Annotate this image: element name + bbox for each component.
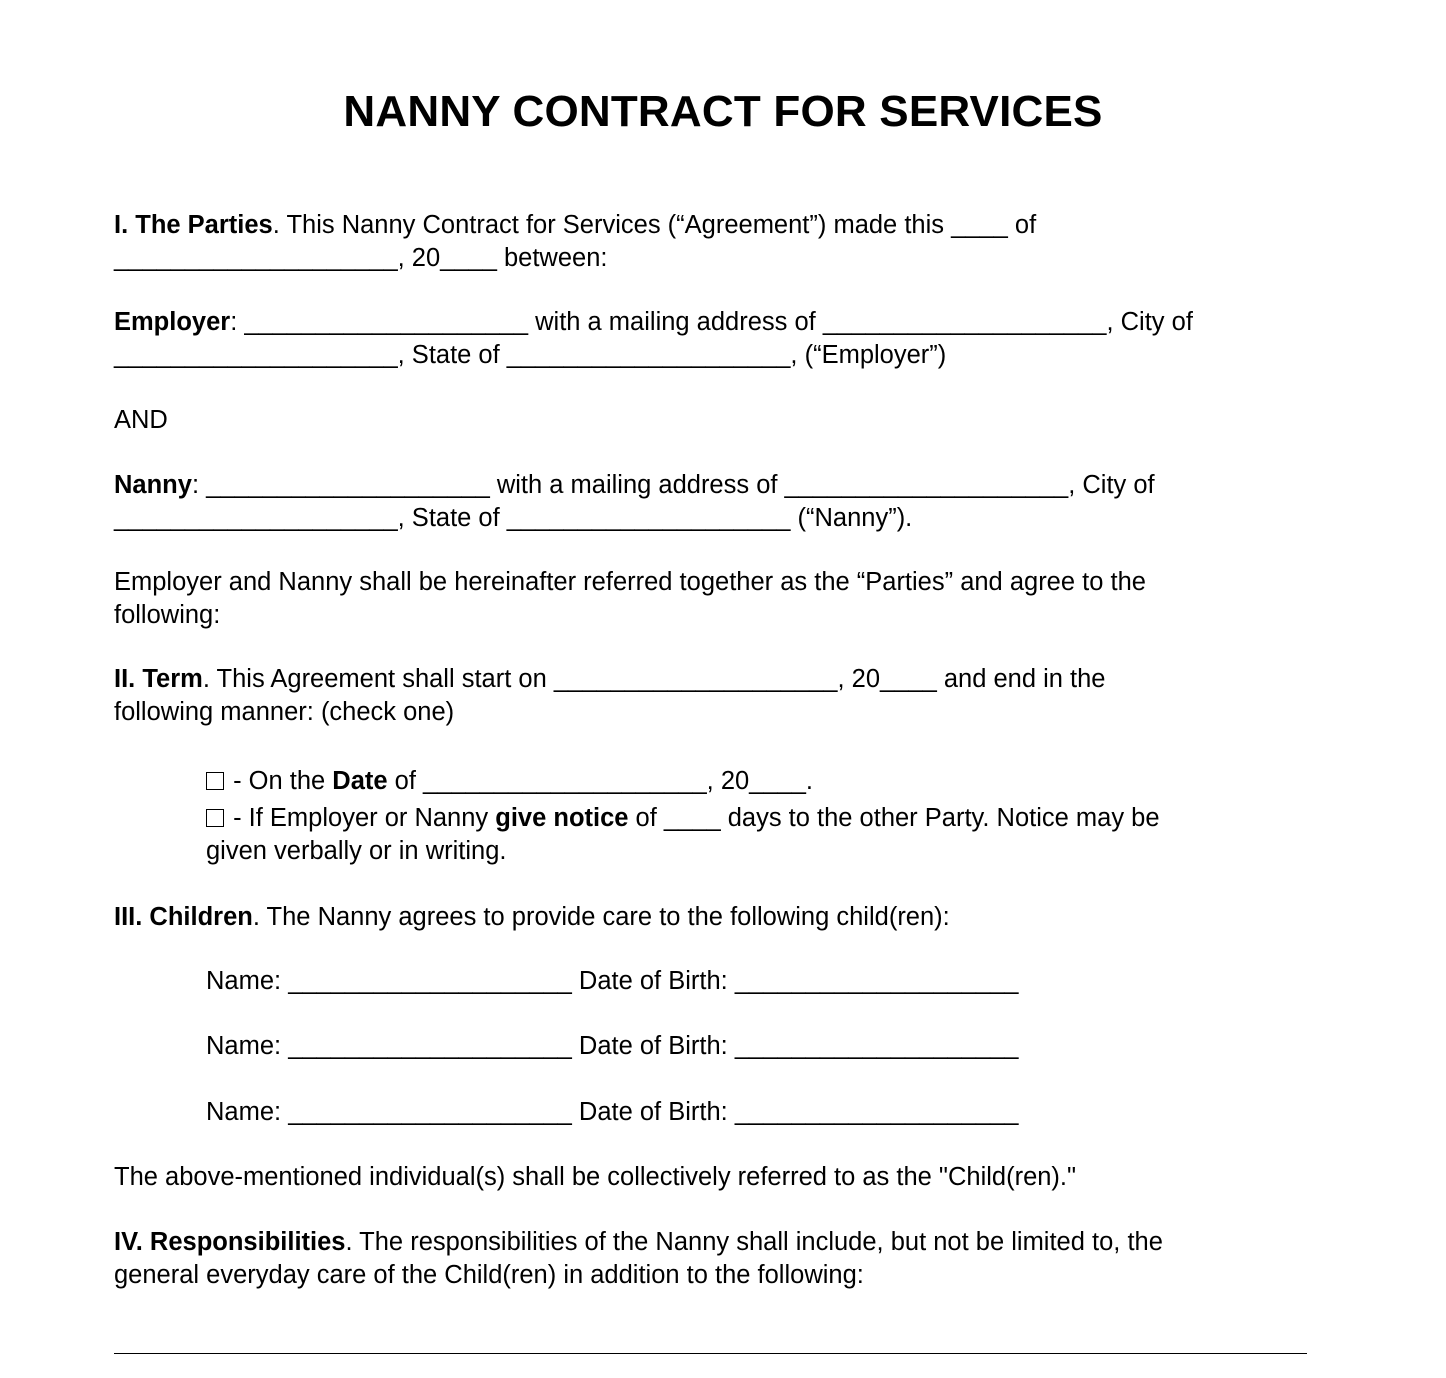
section-responsibilities <box>114 1226 1334 1292</box>
employer-label: Employer <box>114 308 231 336</box>
responsibilities-line-2: general everyday care of the Child(ren) in addition to the following: <box>114 1261 864 1289</box>
children-intro-line <box>114 901 1334 934</box>
child-row: Name: ____________________ Date of Birth: ____________________ <box>206 967 1019 995</box>
employer-details-text: : ____________________ with a mailing address of ____________________, City of <box>230 308 1193 336</box>
children-heading: III. Children <box>114 903 253 931</box>
parties-summary-line-2: following: <box>114 601 221 629</box>
responsibilities-blank-line <box>114 1353 1307 1354</box>
child-row: Name: ____________________ Date of Birth: ____________________ <box>206 1032 1019 1060</box>
term-option-date-suffix: of ____________________, 20____. <box>387 767 813 795</box>
term-option-date <box>206 765 1346 798</box>
term-option-date-line <box>206 765 1346 798</box>
nanny-line-2: ____________________, State of ____________________ (“Nanny”). <box>114 504 913 532</box>
term-option-date-bold: Date <box>332 767 388 795</box>
term-option-notice-suffix: of ____ days to the other Party. Notice may be <box>628 804 1160 832</box>
section-nanny <box>114 469 1334 535</box>
term-date-checkbox[interactable] <box>206 772 224 790</box>
term-option-notice-line-2: given verbally or in writing. <box>206 837 507 865</box>
employer-line-2: ____________________, State of ____________________, (“Employer”) <box>114 341 947 369</box>
child-row: Name: ____________________ Date of Birth: ____________________ <box>206 1098 1019 1126</box>
parties-intro-text: . This Nanny Contract for Services (“Agreement”) made this ____ of <box>272 211 1037 239</box>
term-option-notice <box>206 802 1346 868</box>
section-parties <box>114 209 1334 275</box>
children-intro-text: . The Nanny agrees to provide care to the following child(ren): <box>252 903 950 931</box>
term-line-2: following manner: (check one) <box>114 698 455 726</box>
term-option-notice-line-1 <box>206 802 1346 835</box>
section-children <box>114 901 1334 934</box>
term-line-1 <box>114 663 1334 696</box>
section-employer <box>114 306 1334 372</box>
responsibilities-line-1 <box>114 1226 1334 1259</box>
employer-line-1 <box>114 306 1334 339</box>
section-term <box>114 663 1334 729</box>
document-title: NANNY CONTRACT FOR SERVICES <box>343 87 1103 136</box>
parties-line-2: ____________________, 20____ between: <box>114 244 608 272</box>
nanny-label: Nanny <box>114 471 192 499</box>
parties-line-1 <box>114 209 1334 242</box>
nanny-line-1 <box>114 469 1334 502</box>
term-intro-text: . This Agreement shall start on ____________________, 20____ and end in the <box>202 665 1106 693</box>
term-option-date-prefix: - On the <box>226 767 333 795</box>
parties-summary <box>114 566 1334 632</box>
term-option-notice-prefix: - If Employer or Nanny <box>226 804 496 832</box>
and-text: AND <box>114 406 168 434</box>
responsibilities-intro-text: . The responsibilities of the Nanny shall include, but not be limited to, the <box>345 1228 1163 1256</box>
children-collective-text: The above-mentioned individual(s) shall be collectively referred to as the "Child(ren)." <box>114 1163 1077 1191</box>
term-notice-checkbox[interactable] <box>206 809 224 827</box>
parties-summary-line-1: Employer and Nanny shall be hereinafter referred together as the “Parties” and agree to the <box>114 568 1146 596</box>
nanny-details-text: : ____________________ with a mailing address of ____________________, City of <box>191 471 1155 499</box>
term-heading: II. Term <box>114 665 203 693</box>
term-option-notice-bold: give notice <box>495 804 629 832</box>
parties-heading: I. The Parties <box>114 211 273 239</box>
responsibilities-heading: IV. Responsibilities <box>114 1228 346 1256</box>
